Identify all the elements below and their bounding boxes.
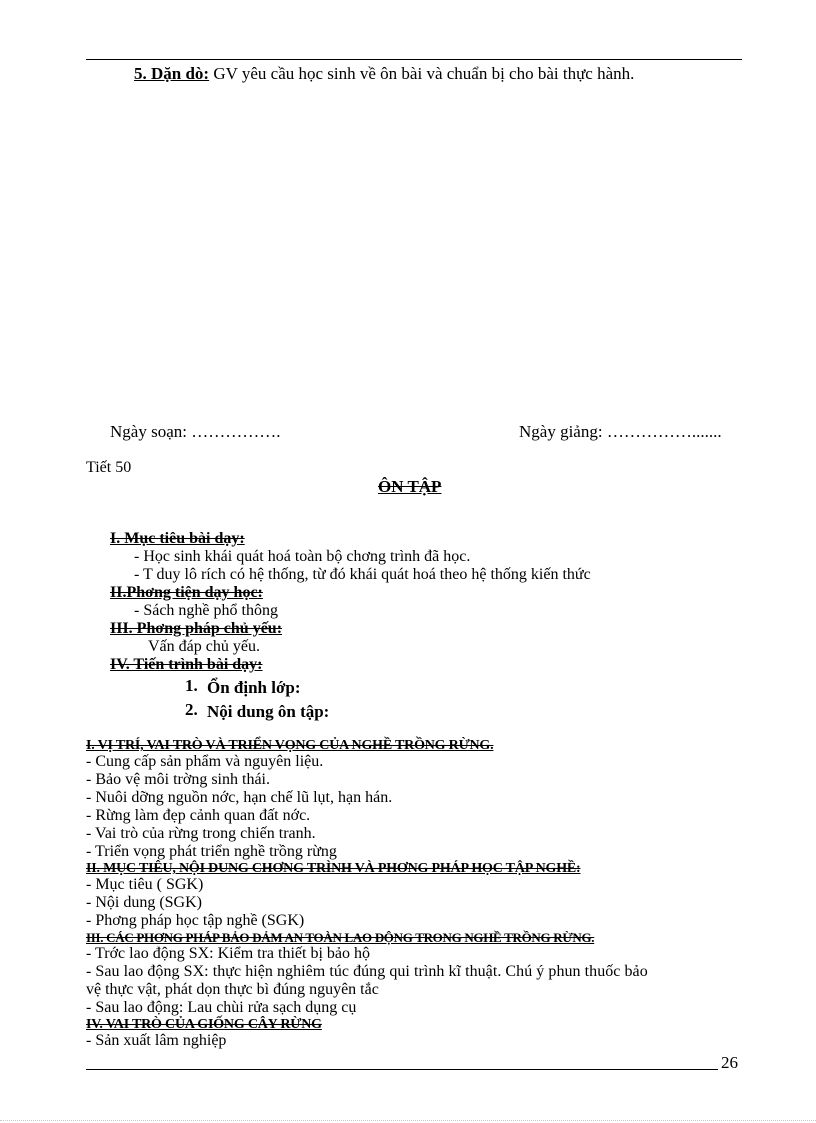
review-1-line-1: - Cung cấp sản phẩm và nguyên liệu. <box>86 753 324 770</box>
header-rule <box>86 59 742 60</box>
review-3-line-2: - Sau lao động SX: thực hiện nghiêm túc đúng qui trình kĩ thuật. Chú ý phun thuốc bảo <box>86 963 648 980</box>
review-1-line-4: - Rừng làm đẹp cảnh quan đất nớc. <box>86 807 311 824</box>
dan-do-line <box>134 64 634 83</box>
review-2-line-1: - Mục tiêu ( SGK) <box>86 876 204 893</box>
muc-tieu-line-2: - T duy lô rích có hệ thống, từ đó khái quát hoá theo hệ thống kiến thức <box>134 566 591 583</box>
tien-trinh-item-1-label: Ổn định lớp: <box>207 678 301 697</box>
footer-rule <box>86 1069 718 1070</box>
muc-tieu-line-1: - Học sinh khái quát hoá toàn bộ chơng trình đã học. <box>134 548 471 565</box>
dan-do-text: GV yêu cầu học sinh về ôn bài và chuẩn bị cho bài thực hành. <box>209 64 635 83</box>
phuong-tien-heading: II.Phơng tiện dạy học: <box>110 584 263 601</box>
review-1-line-3: - Nuôi dỡng nguồn nớc, hạn chế lũ lụt, hạn hán. <box>86 789 393 806</box>
phuong-tien-line-1: - Sách nghề phổ thông <box>134 602 278 619</box>
review-1-heading: I. VỊ TRÍ, VAI TRÒ VÀ TRIỂN VỌNG CỦA NGHỀ TRỒNG RỪNG. <box>86 738 494 753</box>
review-2-line-2: - Nội dung (SGK) <box>86 894 202 911</box>
review-3-line-3: vệ thực vật, phát dọn thực bì đúng nguyên tắc <box>86 981 379 998</box>
review-4-line-1: - Sản xuất lâm nghiệp <box>86 1032 227 1049</box>
review-3-heading: III. CÁC PHƠNG PHÁP BẢO ĐẢM AN TOÀN LAO ĐỘNG TRONG NGHỀ TRỒNG RỪNG. <box>86 930 595 945</box>
review-4-heading: IV. VAI TRÒ CỦA GIỐNG CÂY RỪNG <box>86 1017 322 1032</box>
ngay-giang: Ngày giảng: ……………....... <box>519 422 722 441</box>
page-bottom-edge <box>0 1120 816 1121</box>
phuong-phap-heading: III. Phơng pháp chủ yếu: <box>110 620 283 637</box>
muc-tieu-heading: I. Mục tiêu bài dạy: <box>110 530 245 547</box>
tien-trinh-item-2-label: Nội dung ôn tập: <box>207 702 330 721</box>
page-number: 26 <box>721 1053 738 1072</box>
tien-trinh-item-1-num: 1. <box>185 676 198 695</box>
review-3-line-1: - Trớc lao động SX: Kiểm tra thiết bị bảo hộ <box>86 945 370 962</box>
review-1-line-6: - Triển vọng phát triển nghề trồng rừng <box>86 843 337 860</box>
tien-trinh-item-2-num: 2. <box>185 700 198 719</box>
dan-do-label: 5. Dặn dò: <box>134 64 210 83</box>
review-1-line-2: - Bảo vệ môi trờng sinh thái. <box>86 771 270 788</box>
page-title: ÔN TẬP <box>378 477 442 496</box>
review-2-line-3: - Phơng pháp học tập nghề (SGK) <box>86 912 305 929</box>
review-1-line-5: - Vai trò của rừng trong chiến tranh. <box>86 825 316 842</box>
review-3-line-4: - Sau lao động: Lau chùi rửa sạch dụng cụ <box>86 999 357 1016</box>
phuong-phap-line-1: Vấn đáp chủ yếu. <box>148 638 260 655</box>
review-2-heading: II. MỤC TIÊU, NỘI DUNG CHƠNG TRÌNH VÀ PHƠNG PHÁP HỌC TẬP NGHỀ: <box>86 861 581 876</box>
ngay-soan: Ngày soạn: ……………. <box>110 422 281 441</box>
tiet: Tiết 50 <box>86 459 132 476</box>
tien-trinh-heading: IV. Tiến trình bài dạy: <box>110 656 263 673</box>
